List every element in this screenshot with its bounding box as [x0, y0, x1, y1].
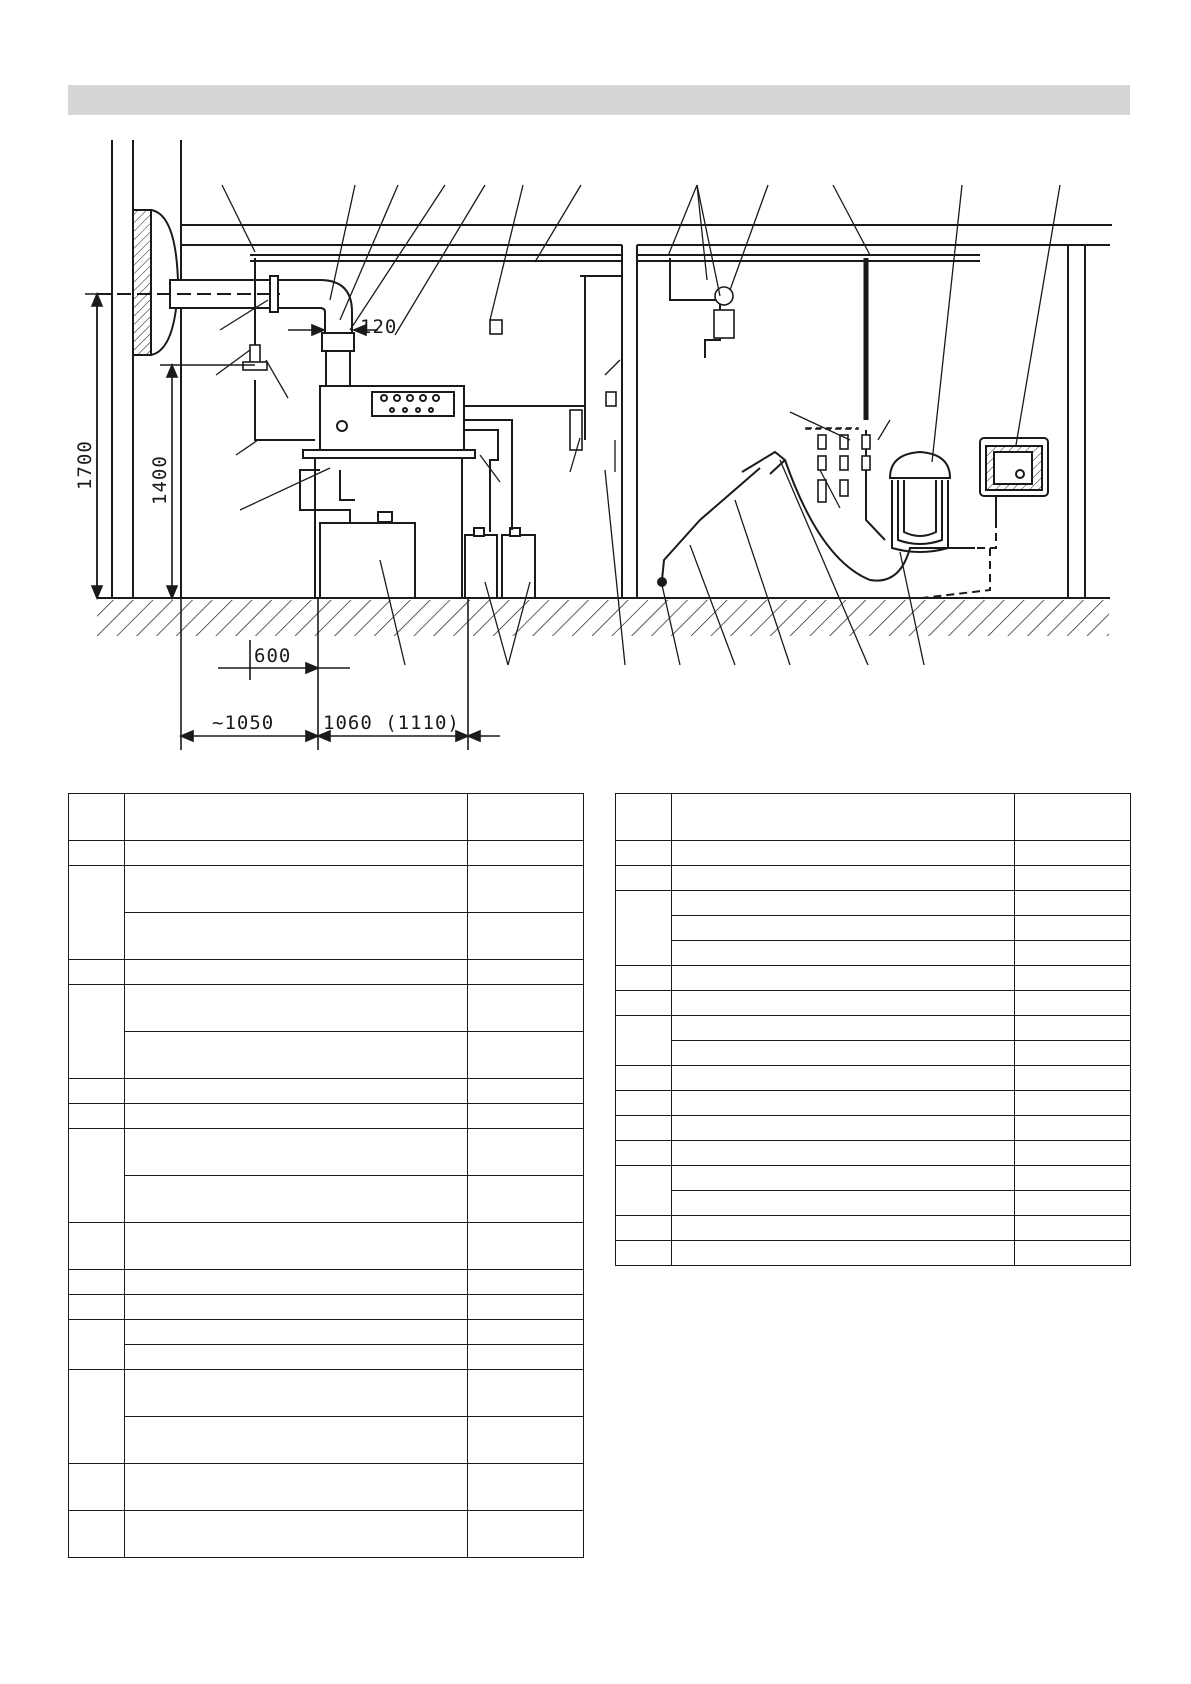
table-row — [69, 913, 584, 960]
table-cell-part-number — [1015, 1091, 1131, 1116]
table-cell-part-number — [468, 985, 584, 1032]
table-cell-part-number — [1015, 841, 1131, 866]
table-row — [616, 1091, 1131, 1116]
table-cell-part-number — [468, 1129, 584, 1176]
table-cell-position — [616, 841, 672, 866]
table-cell-part-number — [1015, 794, 1131, 841]
table-row — [69, 1270, 584, 1295]
parts-table-left — [68, 793, 584, 1558]
table-row — [69, 1345, 584, 1370]
table-cell-part-number — [468, 1223, 584, 1270]
table-cell-part-number — [468, 1511, 584, 1558]
table-cell-part-number — [1015, 1141, 1131, 1166]
table-row — [69, 1417, 584, 1464]
table-cell-position — [69, 1129, 125, 1223]
table-cell-position — [69, 1511, 125, 1558]
table-row — [616, 1166, 1131, 1191]
table-cell-position — [69, 866, 125, 960]
table-cell-description — [672, 1241, 1015, 1266]
table-cell-position — [616, 991, 672, 1016]
table-cell-description — [125, 841, 468, 866]
table-cell-description — [672, 1141, 1015, 1166]
table-cell-part-number — [1015, 1066, 1131, 1091]
table-row — [616, 1041, 1131, 1066]
table-cell-position — [69, 841, 125, 866]
table-row — [616, 1016, 1131, 1041]
table-cell-description — [672, 891, 1015, 916]
table-cell-description — [672, 916, 1015, 941]
table-cell-description — [672, 1091, 1015, 1116]
table-cell-part-number — [1015, 1191, 1131, 1216]
dim-pipe-offset: 120 — [360, 316, 398, 338]
table-cell-position — [616, 1216, 672, 1241]
table-cell-description — [125, 1104, 468, 1129]
table-row — [69, 794, 584, 841]
table-row — [69, 1370, 584, 1417]
table-cell-part-number — [468, 1270, 584, 1295]
table-row — [69, 1176, 584, 1223]
table-cell-description — [672, 866, 1015, 891]
table-cell-description — [672, 966, 1015, 991]
table-cell-position — [616, 866, 672, 891]
dim-wall-distance: 600 — [254, 645, 292, 667]
table-cell-part-number — [468, 1320, 584, 1345]
table-row — [69, 960, 584, 985]
dim-height-total: 1700 — [74, 440, 96, 490]
table-cell-part-number — [468, 1104, 584, 1129]
table-row — [616, 891, 1131, 916]
dim-width-left: ~1050 — [212, 712, 275, 734]
table-cell-description — [125, 1129, 468, 1176]
table-cell-part-number — [1015, 1241, 1131, 1266]
table-cell-part-number — [468, 1176, 584, 1223]
table-cell-part-number — [468, 960, 584, 985]
table-cell-description — [672, 841, 1015, 866]
table-row — [69, 1079, 584, 1104]
table-row — [69, 1320, 584, 1345]
table-row — [69, 1129, 584, 1176]
table-cell-position — [616, 1091, 672, 1116]
table-cell-part-number — [1015, 991, 1131, 1016]
table-cell-position — [616, 1066, 672, 1091]
table-cell-part-number — [1015, 1116, 1131, 1141]
table-row — [616, 941, 1131, 966]
table-cell-position — [616, 1141, 672, 1166]
table-cell-description — [672, 1066, 1015, 1091]
table-cell-part-number — [1015, 966, 1131, 991]
table-cell-position — [69, 1320, 125, 1370]
table-row — [616, 1066, 1131, 1091]
table-cell-description — [672, 1041, 1015, 1066]
table-cell-part-number — [1015, 916, 1131, 941]
table-cell-part-number — [468, 1370, 584, 1417]
table-cell-position — [616, 1116, 672, 1141]
table-row — [69, 841, 584, 866]
table-cell-part-number — [1015, 866, 1131, 891]
table-row — [616, 794, 1131, 841]
table-cell-position — [616, 1241, 672, 1266]
table-cell-position — [69, 1079, 125, 1104]
table-cell-description — [125, 960, 468, 985]
table-row — [616, 916, 1131, 941]
table-cell-description — [125, 1511, 468, 1558]
table-cell-description — [125, 1032, 468, 1079]
table-cell-part-number — [1015, 1166, 1131, 1191]
table-cell-position — [69, 1270, 125, 1295]
table-cell-part-number — [468, 866, 584, 913]
table-row — [616, 841, 1131, 866]
table-cell-position — [69, 1104, 125, 1129]
table-row — [69, 1223, 584, 1270]
table-cell-part-number — [468, 1079, 584, 1104]
dimension-lines — [85, 294, 500, 750]
dim-width-unit: 1060 (1110) — [323, 712, 460, 734]
table-cell-part-number — [468, 1032, 584, 1079]
table-cell-part-number — [1015, 1016, 1131, 1041]
table-cell-part-number — [1015, 1041, 1131, 1066]
table-cell-description — [672, 1191, 1015, 1216]
installation-diagram — [0, 0, 1191, 760]
table-cell-description — [125, 1176, 468, 1223]
table-cell-part-number — [468, 1295, 584, 1320]
table-cell-position — [69, 794, 125, 841]
table-cell-description — [125, 866, 468, 913]
table-cell-description — [672, 941, 1015, 966]
table-cell-description — [125, 1345, 468, 1370]
table-row — [616, 991, 1131, 1016]
table-row — [69, 1511, 584, 1558]
table-cell-description — [125, 1464, 468, 1511]
chemical-canisters — [465, 528, 535, 598]
parts-table-right — [615, 793, 1131, 1266]
table-cell-description — [672, 1216, 1015, 1241]
dim-height-outlet: 1400 — [149, 455, 171, 505]
table-row — [616, 866, 1131, 891]
table-cell-description — [672, 1116, 1015, 1141]
table-cell-description — [125, 1295, 468, 1320]
table-row — [616, 1116, 1131, 1141]
table-cell-position — [616, 891, 672, 966]
table-cell-description — [125, 913, 468, 960]
table-cell-position — [69, 1295, 125, 1320]
table-cell-position — [69, 1464, 125, 1511]
table-cell-position — [616, 1016, 672, 1066]
table-row — [69, 866, 584, 913]
table-row — [616, 1216, 1131, 1241]
table-cell-part-number — [468, 1417, 584, 1464]
table-cell-description — [125, 985, 468, 1032]
table-cell-part-number — [1015, 1216, 1131, 1241]
table-row — [69, 985, 584, 1032]
table-cell-description — [672, 794, 1015, 841]
floor — [97, 598, 1110, 636]
table-cell-position — [69, 1223, 125, 1270]
table-cell-part-number — [468, 794, 584, 841]
table-row — [616, 1141, 1131, 1166]
table-cell-position — [616, 794, 672, 841]
table-cell-description — [125, 1370, 468, 1417]
control-box — [980, 438, 1048, 520]
table-row — [69, 1104, 584, 1129]
table-cell-description — [125, 1417, 468, 1464]
table-row — [616, 1241, 1131, 1266]
table-cell-position — [69, 1370, 125, 1464]
table-cell-description — [672, 1016, 1015, 1041]
heater-unit — [303, 386, 475, 598]
table-cell-description — [125, 1320, 468, 1345]
table-cell-part-number — [468, 1345, 584, 1370]
table-cell-description — [125, 1223, 468, 1270]
table-row — [69, 1295, 584, 1320]
table-cell-part-number — [468, 1464, 584, 1511]
table-cell-position — [69, 985, 125, 1079]
table-cell-position — [616, 966, 672, 991]
hose-holder — [890, 452, 950, 552]
table-cell-position — [616, 1166, 672, 1216]
table-cell-description — [672, 991, 1015, 1016]
table-row — [616, 966, 1131, 991]
table-cell-description — [125, 1270, 468, 1295]
table-cell-part-number — [468, 841, 584, 866]
table-row — [69, 1464, 584, 1511]
table-cell-part-number — [468, 913, 584, 960]
table-row — [69, 1032, 584, 1079]
table-cell-position — [69, 960, 125, 985]
table-cell-description — [125, 794, 468, 841]
table-cell-part-number — [1015, 941, 1131, 966]
table-cell-part-number — [1015, 891, 1131, 916]
table-row — [616, 1191, 1131, 1216]
table-cell-description — [672, 1166, 1015, 1191]
table-cell-description — [125, 1079, 468, 1104]
